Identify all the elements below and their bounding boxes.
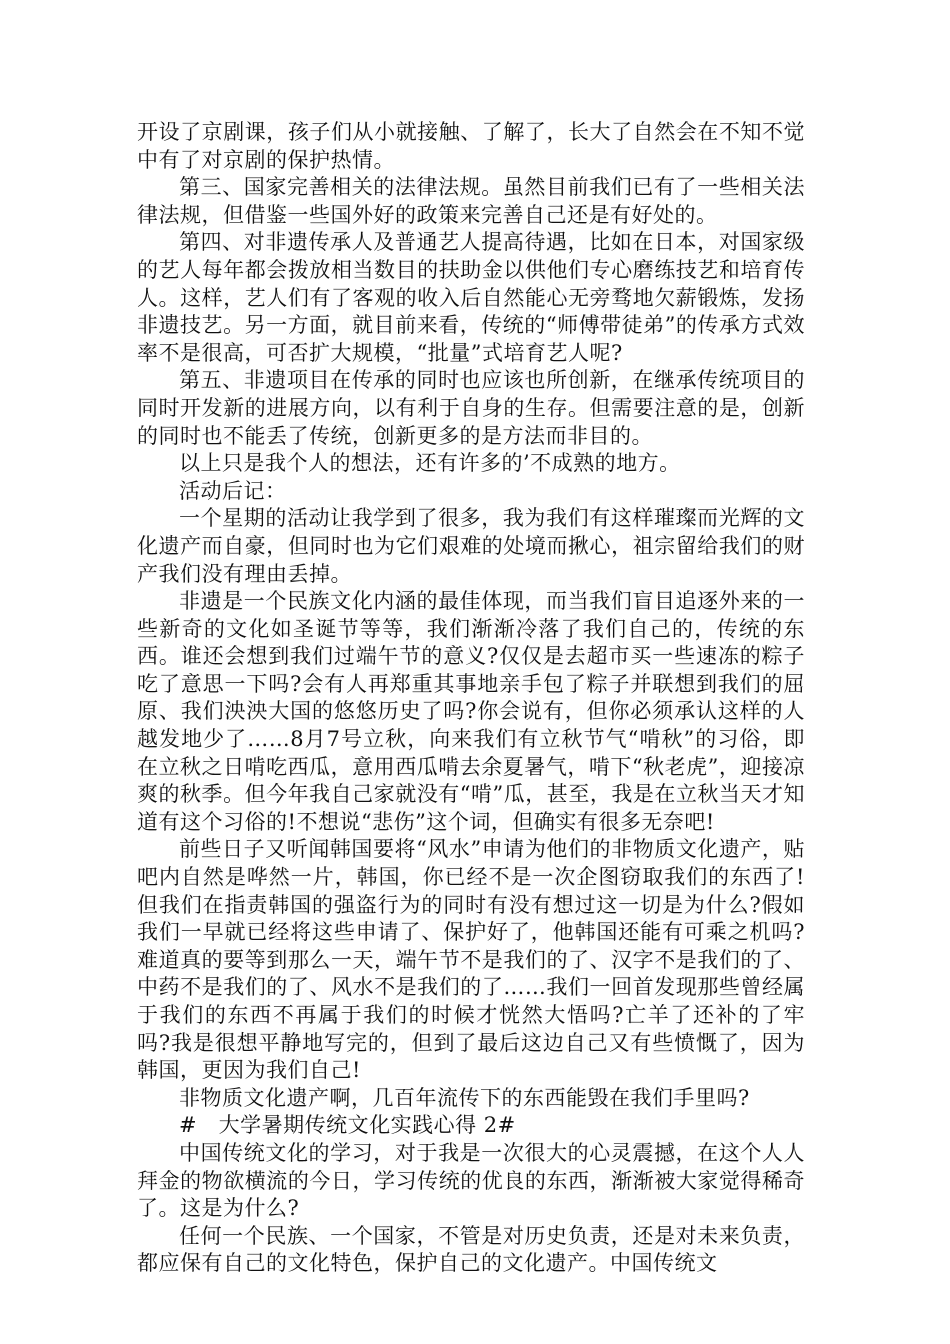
- paragraph: 一个星期的活动让我学到了很多，我为我们有这样璀璨而光辉的文化遗产而自豪，但同时也为它们艰难的处境而揪心，祖宗留给我们的财产我们没有理由丢掉。: [137, 506, 805, 586]
- paragraph: 活动后记：: [179, 478, 287, 503]
- paragraph: 中国传统文化的学习，对于我是一次很大的心灵震撼，在这个人人拜金的物欲横流的今日，学习传统的优良的东西，渐渐被大家觉得稀奇了。这是为什么?: [137, 1140, 805, 1221]
- paragraph: 第五、非遗项目在传承的同时也应该也所创新，在继承传统项目的同时开发新的进展方向，以有利于自身的生存。但需要注意的是，创新的同时也不能丢了传统，创新更多的是方法而非目的。: [137, 368, 805, 448]
- document-body: [137, 119, 805, 1278]
- paragraph: 开设了京剧课，孩子们从小就接触、了解了，长大了自然会在不知不觉中有了对京剧的保护热情。: [137, 120, 805, 172]
- paragraph: 第三、国家完善相关的法律法规。虽然目前我们已有了一些相关法律法规，但借鉴一些国外好的政策来完善自己还是有好处的。: [137, 175, 805, 227]
- paragraph: 第四、对非遗传承人及普通艺人提高待遇，比如在日本，对国家级的艺人每年都会拨放相当数目的扶助金以供他们专心磨练技艺和培育传人。这样，艺人们有了客观的收入后自然能心无旁骛地欠薪锻炼，发扬非遗技艺。另一方面，就目前来看，传统的“师傅带徒弟”的传承方式效率不是很高，可否扩大规模，“批量”式培育艺人呢?: [137, 230, 805, 365]
- paragraph: 以上只是我个人的想法，还有许多的’不成熟的地方。: [179, 451, 681, 476]
- paragraph: 前些日子又听闻韩国要将“风水”申请为他们的非物质文化遗产，贴吧内自然是哗然一片，韩国，你已经不是一次企图窃取我们的东西了!但我们在指责韩国的强盗行为的同时有没有想过这一切是为什么?假如我们一早就已经将这些申请了、保护好了，他韩国还能有可乘之机吗?难道真的要等到那么一天，端午节不是我们的了、汉字不是我们的了、中药不是我们的了、风水不是我们的了……我们一回首发现那些曾经属于我们的东西不再属于我们的时候才恍然大悟吗?亡羊了还补的了牢吗?我是很想平静地写完的，但到了最后这边自己又有些愤慨了，因为韩国，更因为我们自己!: [137, 837, 805, 1083]
- section-heading: # 大学暑期传统文化实践心得 2#: [179, 1113, 516, 1138]
- paragraph: 非物质文化遗产啊，几百年流传下的东西能毁在我们手里吗?: [179, 1085, 750, 1110]
- paragraph: 任何一个民族、一个国家，不管是对历史负责，还是对未来负责，都应保有自己的文化特色，保护自己的文化遗产。中国传统文: [137, 1223, 805, 1276]
- paragraph: 非遗是一个民族文化内涵的最佳体现，而当我们盲目追逐外来的一些新奇的文化如圣诞节等等，我们渐渐冷落了我们自己的，传统的东西。谁还会想到我们过端午节的意义?仅仅是去超市买一些速冻的粽子吃了意思一下吗?会有人再郑重其事地亲手包了粽子并联想到我们的屈原、我们泱泱大国的悠悠历史了吗?你会说有，但你必须承认这样的人越发地少了……8月7号立秋，向来我们有立秋节气“啃秋”的习俗，即在立秋之日啃吃西瓜，意用西瓜啃去余夏暑气，啃下“秋老虎”，迎接凉爽的秋季。但今年我自己家就没有“啃”瓜，甚至，我是在立秋当天才知道有这个习俗的!不想说“悲伤”这个词，但确实有很多无奈吧!: [137, 589, 805, 834]
